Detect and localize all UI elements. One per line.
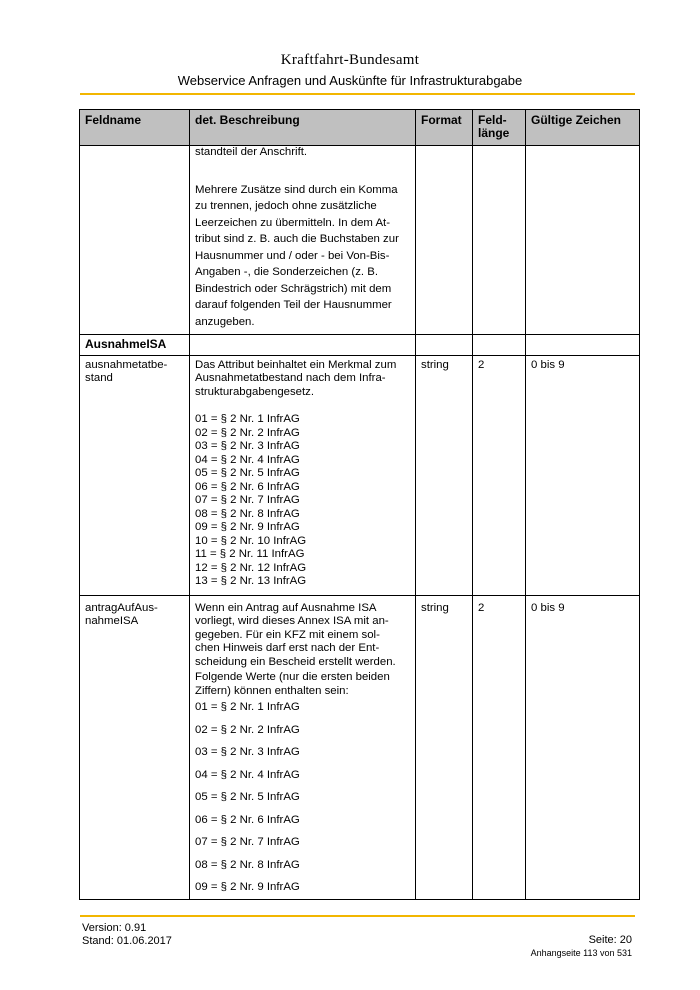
col-feldlaenge-line2: länge: [478, 126, 510, 140]
cell-length: 2: [473, 355, 526, 595]
desc-line: vorliegt, wird dieses Annex ISA mit an-: [195, 615, 389, 627]
value-line: 06 = § 2 Nr. 6 InfrAG: [195, 813, 300, 826]
document-org-title: Kraftfahrt-Bundesamt: [280, 52, 420, 68]
desc-line: Folgende Werte (nur die ersten beiden: [195, 671, 390, 683]
col-feldlaenge: [473, 110, 526, 146]
section-empty: [526, 335, 640, 356]
document-subtitle: Webservice Anfragen und Auskünfte für Infrastrukturabgabe: [177, 73, 523, 88]
cell-field-name: [80, 355, 190, 595]
field-name-line: ausnahmetatbe-: [85, 358, 168, 371]
cell-chars: 0 bis 9: [526, 355, 640, 595]
value-line: 08 = § 2 Nr. 8 InfrAG: [195, 507, 300, 520]
field-name-line: stand: [85, 372, 113, 384]
value-line: 02 = § 2 Nr. 2 InfrAG: [195, 723, 300, 736]
section-empty: [473, 335, 526, 356]
cell-format: string: [416, 595, 473, 899]
desc-line: Hausnummer und / oder - bei Von-Bis-: [195, 249, 390, 262]
value-line: 03 = § 2 Nr. 3 InfrAG: [195, 440, 300, 452]
table-section-row: [80, 335, 640, 356]
value-line: 06 = § 2 Nr. 6 InfrAG: [195, 480, 300, 493]
desc-line: chen Hinweis darf erst nach der Ent-: [195, 642, 380, 654]
cell-desc-continuation: [190, 146, 416, 335]
cell-description: [190, 355, 416, 595]
cell-chars-empty: [526, 146, 640, 335]
col-feldname: Feldname: [80, 110, 190, 146]
desc-line: Angaben -, die Sonderzeichen (z. B.: [195, 266, 378, 278]
col-beschreibung: det. Beschreibung: [190, 110, 416, 146]
table-row-continuation: [80, 146, 640, 335]
desc-line: Ausnahmetatbestand nach dem Infra-: [195, 372, 386, 384]
value-line: 11 = § 2 Nr. 11 InfrAG: [195, 548, 305, 560]
desc-gap: [195, 160, 410, 182]
field-name-line: antragAufAus-: [85, 601, 158, 614]
desc-line: darauf folgenden Teil der Hausnummer: [195, 299, 392, 311]
value-line: 04 = § 2 Nr. 4 InfrAG: [195, 453, 300, 466]
cell-chars: 0 bis 9: [526, 595, 640, 899]
cell-format-empty: [416, 146, 473, 335]
col-feldlaenge-line1: Feld-: [478, 113, 507, 127]
cell-length: 2: [473, 595, 526, 899]
col-format: Format: [416, 110, 473, 146]
desc-line: scheidung ein Bescheid erstellt werden.: [195, 655, 396, 668]
desc-gap: [195, 399, 410, 413]
footer-stand: Stand: 01.06.2017: [82, 935, 172, 947]
value-line: 10 = § 2 Nr. 10 InfrAG: [195, 534, 307, 547]
desc-line: Wenn ein Antrag auf Ausnahme ISA: [195, 601, 377, 614]
col-gueltige-zeichen: Gültige Zeichen: [526, 110, 640, 146]
footer-page-number: Seite: 20: [588, 934, 632, 946]
desc-line: gegeben. Für ein KFZ mit einem sol-: [195, 628, 380, 641]
cell-format: string: [416, 355, 473, 595]
footer-appendix-page: Anhangseite 113 von 531: [530, 948, 632, 958]
value-line: 09 = § 2 Nr. 9 InfrAG: [195, 881, 300, 893]
value-line: 01 = § 2 Nr. 1 InfrAG: [195, 701, 300, 713]
desc-line: anzugeben.: [195, 315, 255, 328]
section-empty: [190, 335, 416, 356]
section-title: AusnahmeISA: [80, 335, 190, 356]
cell-field-name: [80, 595, 190, 899]
table-row-antrag-auf-ausnahme-isa: [80, 595, 640, 899]
desc-line: zu trennen, jedoch ohne zusätzliche: [195, 200, 377, 212]
value-line: 09 = § 2 Nr. 9 InfrAG: [195, 521, 300, 533]
footer-version: Version: 0.91: [82, 922, 147, 934]
desc-line: Leerzeichen zu übermitteln. In dem At-: [195, 216, 391, 229]
footer-left: [82, 922, 172, 948]
desc-line: Mehrere Zusätze sind durch ein Komma: [195, 183, 398, 196]
section-empty: [416, 335, 473, 356]
footer-rule: [80, 915, 635, 917]
value-line: 08 = § 2 Nr. 8 InfrAG: [195, 858, 300, 871]
value-line: 05 = § 2 Nr. 5 InfrAG: [195, 467, 300, 479]
value-line: 03 = § 2 Nr. 3 InfrAG: [195, 746, 300, 758]
desc-line: tribut sind z. B. auch die Buchstaben zur: [195, 233, 399, 245]
value-line: 07 = § 2 Nr. 7 InfrAG: [195, 836, 300, 848]
cell-length-empty: [473, 146, 526, 335]
value-line: 07 = § 2 Nr. 7 InfrAG: [195, 494, 300, 506]
header-rule: [80, 93, 635, 95]
desc-line: Bindestrich oder Schrägstrich) mit dem: [195, 282, 392, 295]
cell-description: [190, 595, 416, 899]
value-line: 02 = § 2 Nr. 2 InfrAG: [195, 426, 300, 439]
table-header-row: [80, 110, 640, 146]
value-line: 05 = § 2 Nr. 5 InfrAG: [195, 791, 300, 803]
desc-line: Ziffern) können enthalten sein:: [195, 684, 349, 697]
value-line: 13 = § 2 Nr. 13 InfrAG: [195, 575, 307, 587]
value-line: 04 = § 2 Nr. 4 InfrAG: [195, 768, 300, 781]
field-name-line: nahmeISA: [85, 615, 139, 627]
desc-line: strukturabgabengesetz.: [195, 385, 315, 398]
value-line: 12 = § 2 Nr. 12 InfrAG: [195, 561, 307, 574]
value-line: 01 = § 2 Nr. 1 InfrAG: [195, 413, 300, 425]
desc-line: Das Attribut beinhaltet ein Merkmal zum: [195, 358, 397, 371]
field-table: [79, 109, 640, 900]
desc-line: standteil der Anschrift.: [195, 146, 308, 158]
cell-field-empty: [80, 146, 190, 335]
table-row-ausnahmetatbestand: [80, 355, 640, 595]
